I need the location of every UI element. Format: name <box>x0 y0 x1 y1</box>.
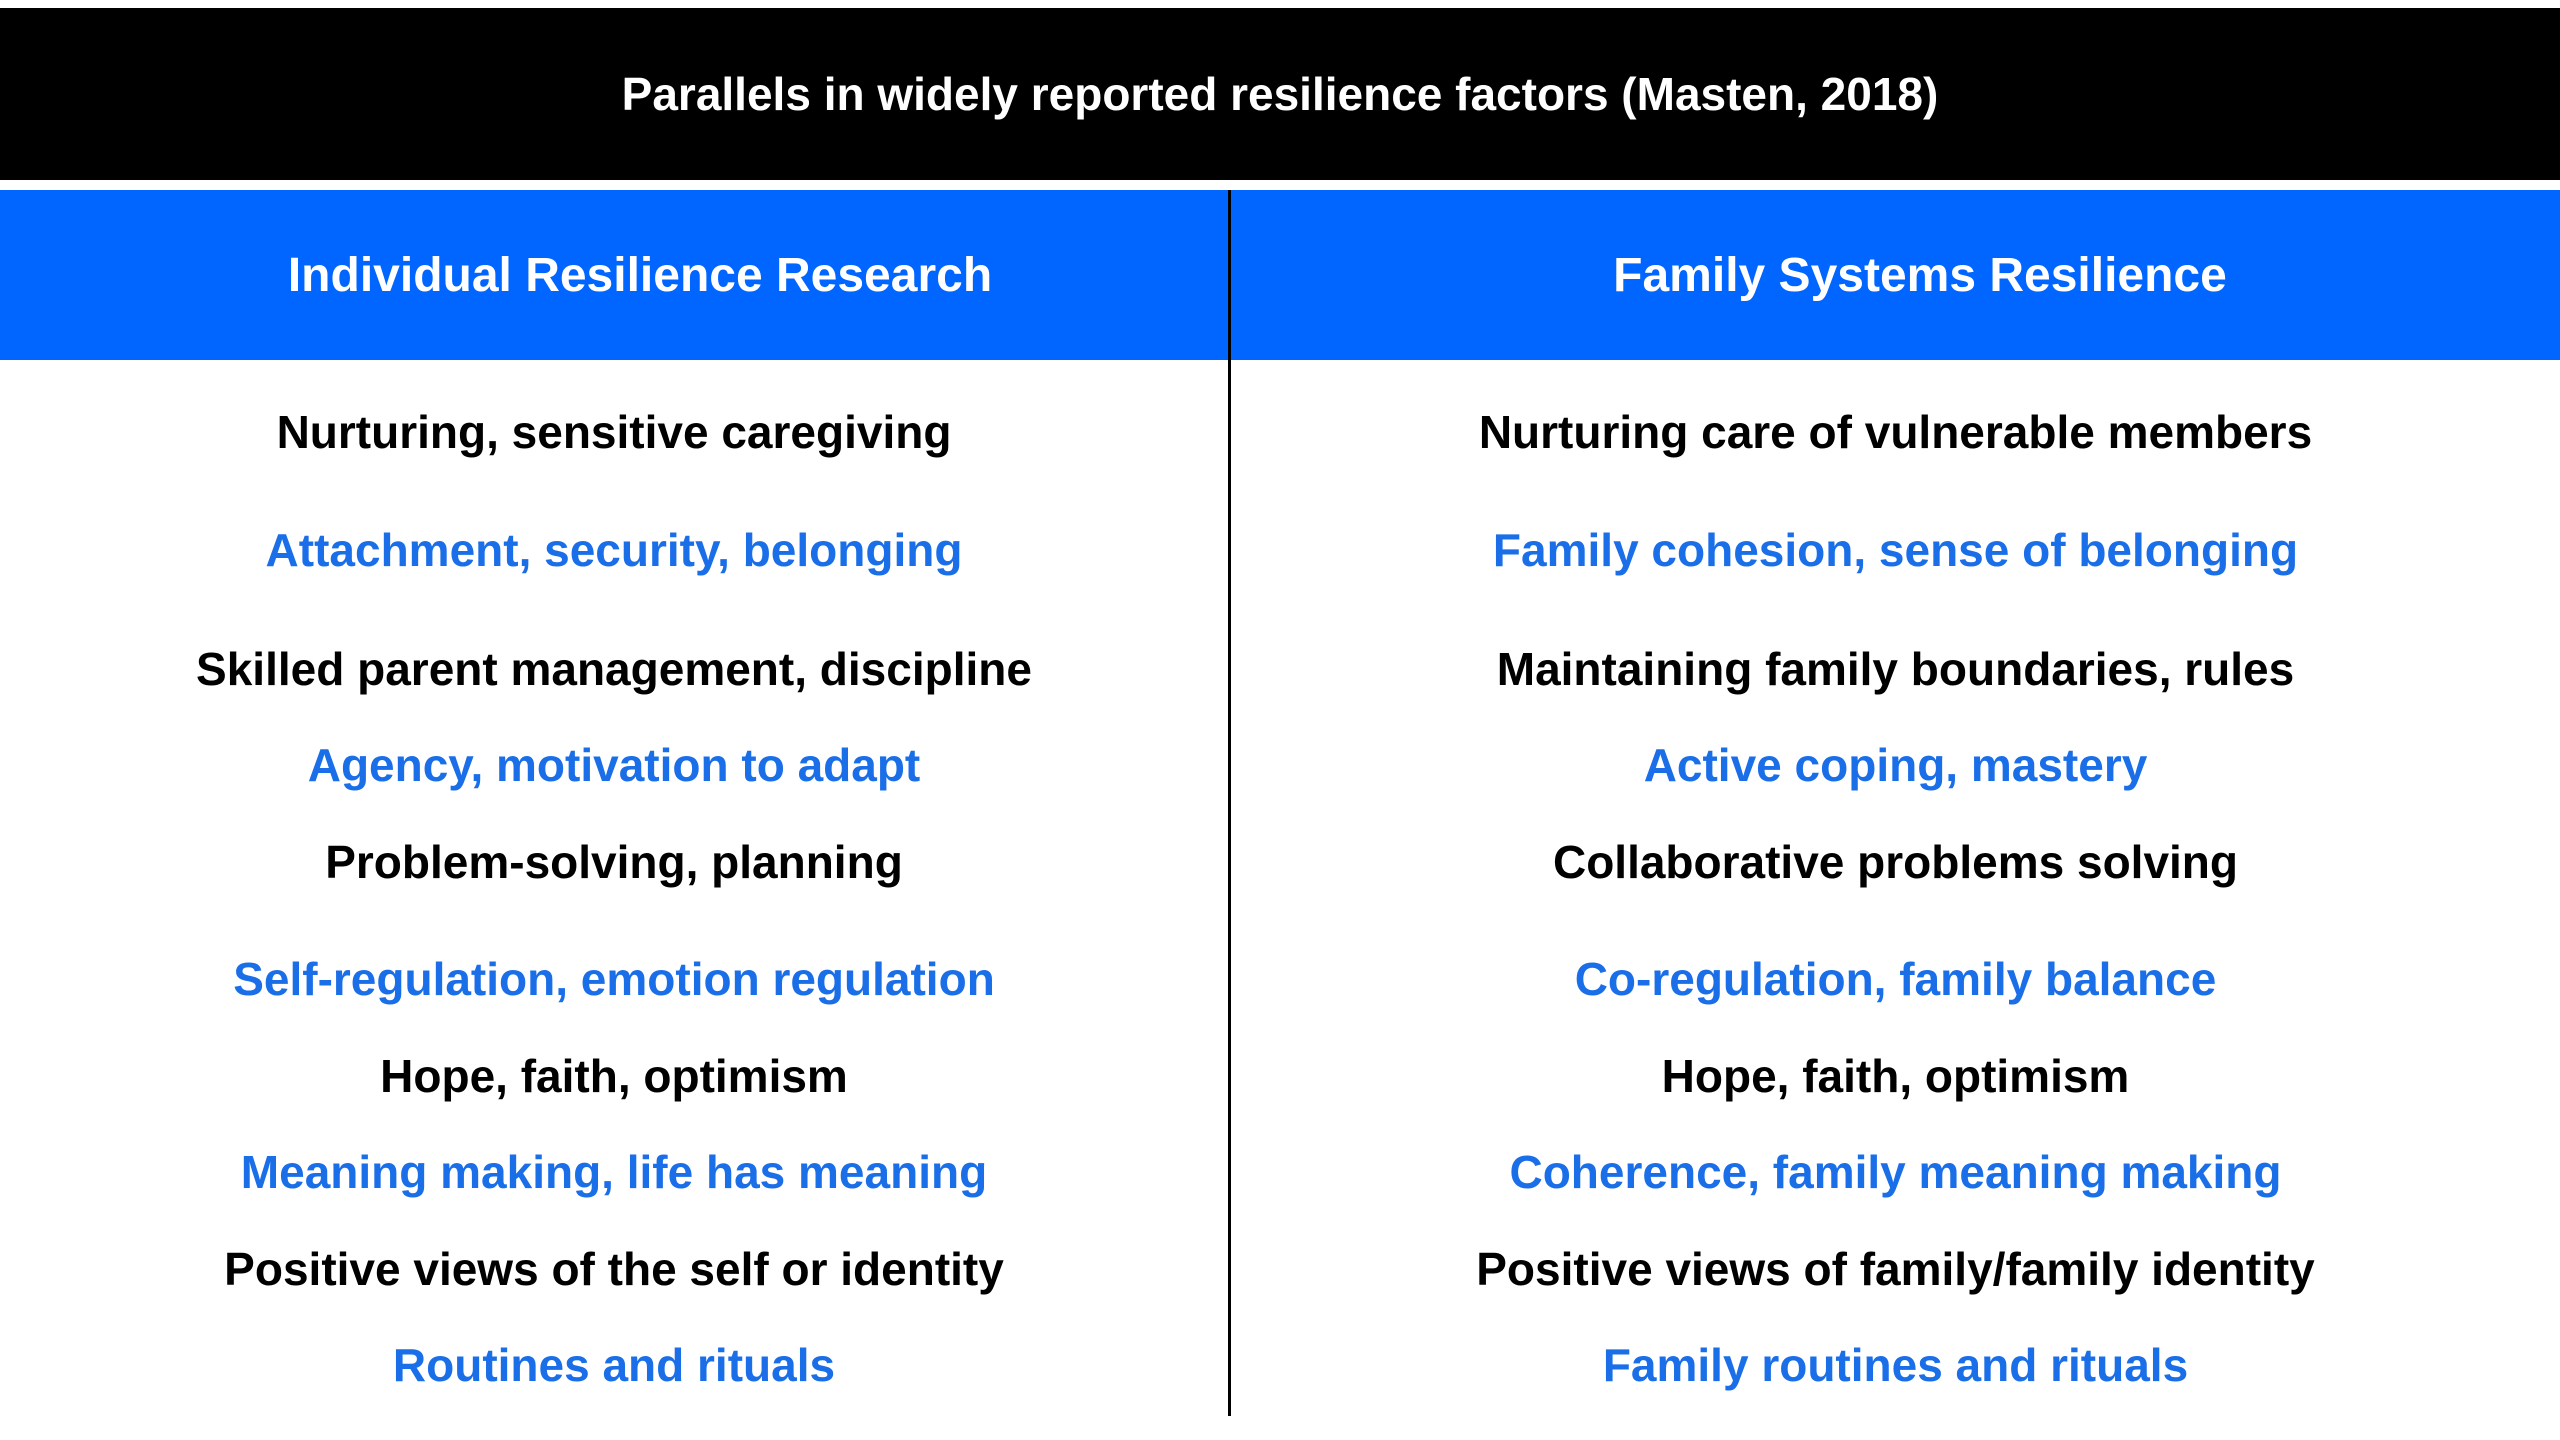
table-cell-left: Agency, motivation to adapt <box>307 739 921 791</box>
table-cell-right: Maintaining family boundaries, rules <box>1496 643 2295 695</box>
table-cell-left: Routines and rituals <box>392 1339 836 1391</box>
table-cell-right: Family routines and rituals <box>1602 1339 2189 1391</box>
table-cell-left: Hope, faith, optimism <box>380 1050 848 1102</box>
table-cell-left: Self-regulation, emotion regulation <box>233 953 995 1005</box>
table-cell-right: Collaborative problems solving <box>1552 836 2239 888</box>
table-cell-right: Coherence, family meaning making <box>1509 1146 2282 1198</box>
table-cell-left: Skilled parent management, discipline <box>196 643 1032 695</box>
table-cell-right: Co-regulation, family balance <box>1574 953 2217 1005</box>
table-cell-left: Nurturing, sensitive caregiving <box>276 406 952 458</box>
table-cell-left: Positive views of the self or identity <box>224 1243 1004 1295</box>
column-header-individual: Individual Resilience Research <box>287 248 993 302</box>
table-cell-left: Attachment, security, belonging <box>265 524 963 576</box>
table-cell-left: Problem-solving, planning <box>325 836 903 888</box>
column-header-family: Family Systems Resilience <box>1613 248 2227 302</box>
table-title: Parallels in widely reported resilience factors (Masten, 2018) <box>0 8 2560 180</box>
column-divider <box>1228 190 1231 1416</box>
table-cell-right: Hope, faith, optimism <box>1661 1050 2130 1102</box>
table-cell-right: Family cohesion, sense of belonging <box>1492 524 2299 576</box>
table-cell-right: Positive views of family/family identity <box>1476 1243 2315 1295</box>
comparison-table <box>0 8 2560 1416</box>
table-cell-right: Nurturing care of vulnerable members <box>1478 406 2313 458</box>
table-cell-right: Active coping, mastery <box>1643 739 2148 791</box>
table-cell-left: Meaning making, life has meaning <box>240 1146 988 1198</box>
column-header-row <box>0 190 2560 360</box>
